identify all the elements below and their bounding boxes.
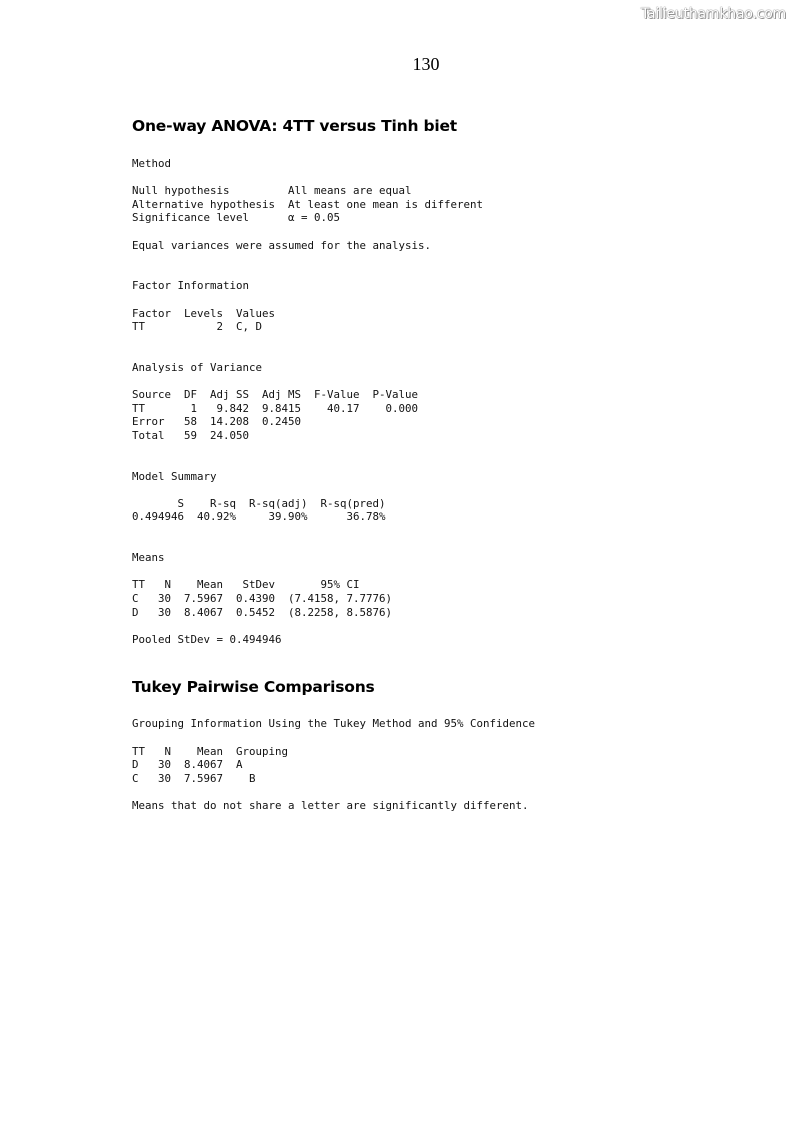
model-summary-header: S R-sq R-sq(adj) R-sq(pred): [132, 496, 386, 510]
pooled-stdev: Pooled StDev = 0.494946: [132, 632, 282, 646]
aov-row-total: Total 59 24.050: [132, 428, 250, 442]
grouping-footnote: Means that do not share a letter are significantly different.: [132, 798, 529, 812]
means-table-header: TT N Mean StDev 95% CI: [132, 578, 360, 592]
aov-table-header: Source DF Adj SS Adj MS F-Value P-Value: [132, 388, 419, 402]
factor-info-heading: Factor Information: [132, 279, 250, 293]
model-summary-heading: Model Summary: [132, 469, 217, 483]
factor-table-header: Factor Levels Values: [132, 306, 276, 320]
tukey-title: Tukey Pairwise Comparisons: [132, 678, 375, 697]
significance-level: Significance level α = 0.05: [132, 211, 341, 225]
aov-row-error: Error 58 14.208 0.2450: [132, 415, 302, 429]
aov-heading: Analysis of Variance: [132, 360, 263, 374]
means-row-d: D 30 8.4067 0.5452 (8.2258, 8.5876): [132, 605, 393, 619]
means-heading: Means: [132, 551, 165, 565]
grouping-heading: Grouping Information Using the Tukey Method and 95% Confidence: [132, 717, 536, 731]
document-body: [132, 116, 752, 813]
grouping-table-header: TT N Mean Grouping: [132, 744, 289, 758]
factor-table-row: TT 2 C, D: [132, 320, 263, 334]
grouping-row-d: D 30 8.4067 A: [132, 758, 243, 772]
aov-row-tt: TT 1 9.842 9.8415 40.17 0.000: [132, 401, 419, 415]
method-heading: Method: [132, 157, 172, 170]
grouping-row-c: C 30 7.5967 B: [132, 771, 256, 785]
means-row-c: C 30 7.5967 0.4390 (7.4158, 7.7776): [132, 592, 393, 605]
alternative-hypothesis: Alternative hypothesis At least one mean is different: [132, 197, 484, 211]
watermark-logo: Tailieuthamkhao.com: [641, 6, 786, 22]
model-summary-row: 0.494946 40.92% 39.90% 36.78%: [132, 510, 386, 524]
anova-title: One-way ANOVA: 4TT versus Tinh biet: [132, 117, 458, 135]
page-number: 130: [412, 54, 440, 74]
null-hypothesis: Null hypothesis All means are equal: [132, 184, 412, 198]
equal-variances-note: Equal variances were assumed for the analysis.: [132, 238, 432, 252]
